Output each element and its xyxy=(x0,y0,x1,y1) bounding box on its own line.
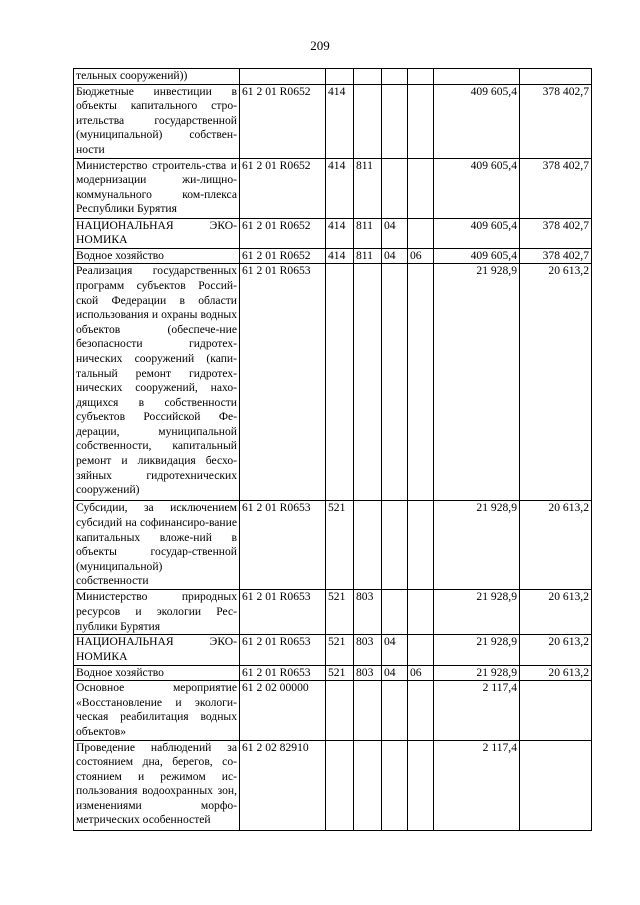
section-code-cell: 04 xyxy=(382,635,408,665)
amount-year1-cell: 409 605,4 xyxy=(434,248,520,264)
table-row xyxy=(74,69,592,85)
table-row xyxy=(74,248,592,264)
section-code-cell xyxy=(382,590,408,635)
amount-year2-cell: 20 613,2 xyxy=(520,264,592,501)
target-article-code-cell: 61 2 01 R0653 xyxy=(240,501,326,590)
table-row xyxy=(74,665,592,681)
table-row xyxy=(74,158,592,218)
row-name-cell: Основное мероприятие «Восстановление и экологи-ческая реабилитация водных объектов» xyxy=(74,681,240,740)
ministry-code-cell: 803 xyxy=(354,635,382,665)
section-code-cell xyxy=(382,69,408,85)
row-name-cell: Министерство природных ресурсов и экологии Рес-публики Бурятия xyxy=(74,590,240,635)
target-article-code-cell: 61 2 01 R0652 xyxy=(240,218,326,248)
amount-year1-cell: 21 928,9 xyxy=(434,590,520,635)
subsection-code-cell xyxy=(408,264,434,501)
budget-table xyxy=(73,68,592,831)
row-name-cell: Водное хозяйство xyxy=(74,248,240,264)
section-code-cell xyxy=(382,501,408,590)
amount-year2-cell xyxy=(520,740,592,830)
table-row xyxy=(74,501,592,590)
expense-type-cell: 414 xyxy=(326,158,354,218)
table-row xyxy=(74,681,592,740)
target-article-code-cell: 61 2 02 00000 xyxy=(240,681,326,740)
amount-year2-cell: 378 402,7 xyxy=(520,158,592,218)
expense-type-cell xyxy=(326,681,354,740)
amount-year1-cell xyxy=(434,69,520,85)
target-article-code-cell: 61 2 01 R0653 xyxy=(240,635,326,665)
ministry-code-cell: 811 xyxy=(354,248,382,264)
amount-year2-cell: 20 613,2 xyxy=(520,635,592,665)
section-code-cell xyxy=(382,264,408,501)
amount-year1-cell: 21 928,9 xyxy=(434,501,520,590)
row-name-cell: Проведение наблюдений за состоянием дна, берегов, со-стоянием и режимом ис-пользования водоохранных зон, изменениями морфо-метрических особенностей xyxy=(74,740,240,830)
row-name-cell: тельных сооружений)) xyxy=(74,69,240,85)
table-row xyxy=(74,264,592,501)
ministry-code-cell: 803 xyxy=(354,665,382,681)
amount-year1-cell: 2 117,4 xyxy=(434,740,520,830)
section-code-cell: 04 xyxy=(382,665,408,681)
table-row xyxy=(74,84,592,158)
subsection-code-cell xyxy=(408,69,434,85)
subsection-code-cell xyxy=(408,590,434,635)
table-row xyxy=(74,635,592,665)
expense-type-cell: 521 xyxy=(326,665,354,681)
expense-type-cell xyxy=(326,69,354,85)
ministry-code-cell xyxy=(354,740,382,830)
amount-year2-cell xyxy=(520,69,592,85)
ministry-code-cell xyxy=(354,681,382,740)
expense-type-cell: 521 xyxy=(326,501,354,590)
ministry-code-cell xyxy=(354,501,382,590)
expense-type-cell: 414 xyxy=(326,84,354,158)
subsection-code-cell xyxy=(408,681,434,740)
ministry-code-cell: 811 xyxy=(354,158,382,218)
row-name-cell: Бюджетные инвестиции в объекты капитального стро-ительства государственной (муниципальной) собствен-ности xyxy=(74,84,240,158)
amount-year1-cell: 21 928,9 xyxy=(434,264,520,501)
target-article-code-cell: 61 2 01 R0652 xyxy=(240,158,326,218)
subsection-code-cell: 06 xyxy=(408,248,434,264)
amount-year2-cell: 378 402,7 xyxy=(520,218,592,248)
ministry-code-cell xyxy=(354,84,382,158)
ministry-code-cell: 803 xyxy=(354,590,382,635)
section-code-cell xyxy=(382,740,408,830)
ministry-code-cell xyxy=(354,264,382,501)
row-name-cell: Водное хозяйство xyxy=(74,665,240,681)
section-code-cell: 04 xyxy=(382,218,408,248)
target-article-code-cell: 61 2 01 R0652 xyxy=(240,84,326,158)
table-row xyxy=(74,590,592,635)
expense-type-cell: 521 xyxy=(326,635,354,665)
amount-year1-cell: 409 605,4 xyxy=(434,84,520,158)
amount-year1-cell: 409 605,4 xyxy=(434,218,520,248)
row-name-cell: Реализация государственных программ субъектов Россий-ской Федерации в области использования и охраны водных объектов (обеспече-ние безопасности гидротех-нических сооружений (капи-тальный ремонт гидротех-нических сооружений, нахо-дящихся в собственности субъектов Российской Фе-дерации, муниципальной собственности, капитальный ремонт и ликвидация бесхо-зяйных гидротехнических сооружений) xyxy=(74,264,240,501)
expense-type-cell: 414 xyxy=(326,218,354,248)
target-article-code-cell: 61 2 02 82910 xyxy=(240,740,326,830)
subsection-code-cell xyxy=(408,218,434,248)
amount-year2-cell xyxy=(520,681,592,740)
subsection-code-cell xyxy=(408,635,434,665)
expense-type-cell: 414 xyxy=(326,248,354,264)
amount-year2-cell: 20 613,2 xyxy=(520,665,592,681)
amount-year2-cell: 20 613,2 xyxy=(520,501,592,590)
amount-year1-cell: 409 605,4 xyxy=(434,158,520,218)
page-number: 209 xyxy=(310,38,330,53)
section-code-cell: 04 xyxy=(382,248,408,264)
amount-year1-cell: 2 117,4 xyxy=(434,681,520,740)
expense-type-cell xyxy=(326,264,354,501)
subsection-code-cell xyxy=(408,740,434,830)
section-code-cell xyxy=(382,158,408,218)
section-code-cell xyxy=(382,681,408,740)
target-article-code-cell xyxy=(240,69,326,85)
amount-year2-cell: 378 402,7 xyxy=(520,248,592,264)
expense-type-cell: 521 xyxy=(326,590,354,635)
row-name-cell: НАЦИОНАЛЬНАЯ ЭКО-НОМИКА xyxy=(74,218,240,248)
expense-type-cell xyxy=(326,740,354,830)
subsection-code-cell xyxy=(408,158,434,218)
target-article-code-cell: 61 2 01 R0653 xyxy=(240,665,326,681)
table-row xyxy=(74,218,592,248)
ministry-code-cell: 811 xyxy=(354,218,382,248)
subsection-code-cell xyxy=(408,501,434,590)
target-article-code-cell: 61 2 01 R0653 xyxy=(240,264,326,501)
target-article-code-cell: 61 2 01 R0653 xyxy=(240,590,326,635)
amount-year1-cell: 21 928,9 xyxy=(434,665,520,681)
target-article-code-cell: 61 2 01 R0652 xyxy=(240,248,326,264)
subsection-code-cell xyxy=(408,84,434,158)
row-name-cell: Субсидии, за исключением субсидий на софинансиро-вание капитальных вложе-ний в объекты государ-ственной (муниципальной) собственности xyxy=(74,501,240,590)
ministry-code-cell xyxy=(354,69,382,85)
row-name-cell: НАЦИОНАЛЬНАЯ ЭКО-НОМИКА xyxy=(74,635,240,665)
row-name-cell: Министерство строитель-ства и модернизации жи-лищно-коммунального ком-плекса Республики Бурятия xyxy=(74,158,240,218)
table-row xyxy=(74,740,592,830)
section-code-cell xyxy=(382,84,408,158)
subsection-code-cell: 06 xyxy=(408,665,434,681)
amount-year2-cell: 20 613,2 xyxy=(520,590,592,635)
amount-year2-cell: 378 402,7 xyxy=(520,84,592,158)
amount-year1-cell: 21 928,9 xyxy=(434,635,520,665)
